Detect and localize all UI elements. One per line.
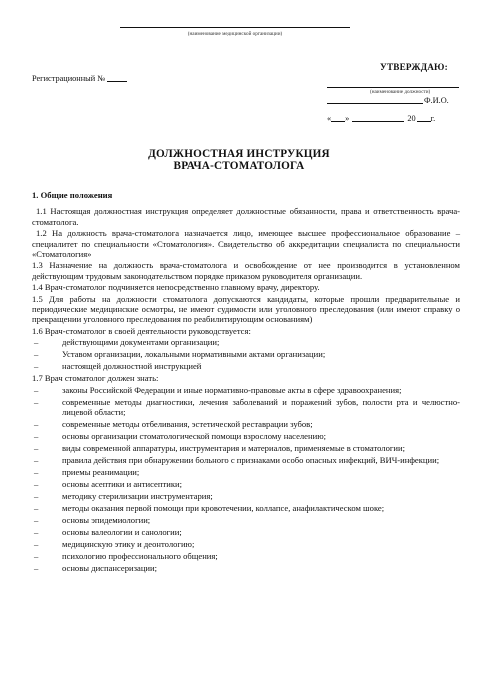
date-quote-open: « (327, 114, 332, 123)
list-item (32, 419, 460, 429)
list-item (32, 385, 460, 395)
list-item (32, 527, 460, 537)
list-item-text: действующими документами организации; (62, 337, 220, 348)
list-item-text: методику стерилизации инструментария; (62, 491, 213, 502)
bullet-dash: – (34, 551, 39, 562)
bullet-dash: – (34, 431, 39, 442)
list-item (32, 551, 460, 561)
list-item (32, 563, 460, 573)
list-item-text: основы валеологии и санологии; (62, 527, 182, 538)
organization-name-line (120, 27, 350, 28)
list-item-text: Уставом организации, локальными нормативными актами организации; (62, 349, 326, 360)
paragraph-1-2: 1.2 На должность врача-стоматолога назначается лицо, имеющее высшее профессиональное образование – специалитет по специальности «Стоматология». Свидетельство об аккредитации специалиста по специальности «Стоматология» (32, 228, 460, 260)
list-item-text: правила действия при обнаружении больного с признаками особо опасных инфекций, ВИЧ-инфекции; (62, 455, 440, 466)
paragraph-1-3: 1.3 Назначение на должность врача-стоматолога и освобождение от нее производится в установленном действующим трудовым законодательством порядке приказом руководителя организации. (32, 260, 460, 281)
bullet-dash: – (34, 515, 39, 526)
list-item (32, 361, 460, 371)
signature-blank (327, 103, 423, 104)
fio-label: Ф.И.О. (424, 96, 449, 105)
list-item-text: основы асептики и антисептики; (62, 479, 182, 490)
document-body (32, 190, 460, 575)
bullet-dash: – (34, 361, 39, 372)
list-item-text: законы Российской Федерации и иные нормативно-правовые акты в сфере здравоохранения; (62, 384, 402, 395)
list-item (32, 397, 460, 418)
section-heading: 1. Общие положения (32, 190, 113, 200)
list-item (32, 491, 460, 501)
document-title (0, 148, 478, 173)
paragraph-1-5: 1.5 Для работы на должности стоматолога допускаются кандидаты, которые прошли предварительные и периодические медицинские осмотры, не имеют судимости или уголовного преследования (или имеют справку о прекращении уголовного преследования по реабилитирующим основаниям) (32, 293, 460, 325)
year-blank (417, 121, 431, 122)
year-suffix: г. (430, 114, 436, 123)
list-item-text: настоящей должностной инструкцией (62, 361, 202, 372)
list-item-text: медицинскую этику и деонтологию; (62, 539, 195, 550)
list-item (32, 443, 460, 453)
bullet-dash: – (34, 539, 39, 550)
list-item-text: основы организации стоматологической помощи взрослому населению; (62, 431, 326, 442)
approve-heading: УТВЕРЖДАЮ: (380, 62, 448, 72)
list-item (32, 539, 460, 549)
list-item-text: основы диспансеризации; (62, 563, 158, 574)
bullet-dash: – (34, 491, 39, 502)
list-item (32, 479, 460, 489)
list-item (32, 349, 460, 359)
list-item (32, 503, 460, 513)
date-quote-close: » (345, 114, 350, 123)
bullet-dash: – (34, 467, 39, 478)
bullet-dash: – (34, 563, 39, 574)
bullet-dash: – (34, 527, 39, 538)
month-blank (352, 121, 404, 122)
position-line (327, 87, 459, 88)
list-item-text: приемы реанимации; (62, 467, 140, 478)
list-item (32, 455, 460, 465)
year-prefix: 20 (407, 114, 416, 123)
list-item-text: виды современной аппаратуры, инструментария и материалов, применяемые в стоматологии; (62, 443, 405, 454)
list-item-text: современные методы отбеливания, эстетической реставрации зубов; (62, 419, 313, 430)
approval-date (327, 114, 435, 124)
registration-label: Регистрационный № (32, 74, 106, 83)
list-item-text: методы оказания первой помощи при кровотечении, коллапсе, анафилактическом шоке; (62, 503, 385, 514)
bullet-dash: – (34, 384, 39, 395)
paragraph-1-7: 1.7 Врач стоматолог должен знать: (32, 373, 159, 384)
list-item-text: основы эпидемиологии; (62, 515, 151, 526)
paragraph-1-6: 1.6 Врач-стоматолог в своей деятельности руководствуется: (32, 325, 251, 336)
bullet-dash: – (34, 337, 39, 348)
paragraph-1-1: 1.1 Настоящая должностная инструкция определяет должностные обязанности, права и ответственность врача-стоматолога. (32, 206, 460, 227)
registration-blank (107, 81, 127, 82)
bullet-dash: – (34, 396, 39, 407)
title-line-1: ДОЛЖНОСТНАЯ ИНСТРУКЦИЯ (148, 148, 330, 160)
title-line-2: ВРАЧА-СТОМАТОЛОГА (173, 160, 305, 173)
list-item-text: современные методы диагностики, лечения заболеваний и поражений зубов, полости рта и челюстно-лицевой области; (62, 396, 460, 418)
position-caption: (наименование должности) (370, 89, 431, 95)
bullet-dash: – (34, 479, 39, 490)
organization-caption: (наименование медицинской организации) (187, 31, 283, 37)
list-item (32, 467, 460, 477)
bullet-dash: – (34, 503, 39, 514)
knowledge-list (32, 385, 460, 574)
bullet-dash: – (34, 455, 39, 466)
list-item (32, 337, 460, 347)
paragraph-1-4: 1.4 Врач-стоматолог подчиняется непосредственно главному врачу, директору. (32, 282, 320, 293)
list-item (32, 431, 460, 441)
list-item-text: психологию профессионального общения; (62, 551, 218, 562)
bullet-dash: – (34, 419, 39, 430)
bullet-dash: – (34, 349, 39, 360)
bullet-dash: – (34, 443, 39, 454)
day-blank (331, 121, 345, 122)
signature-fio (327, 96, 449, 106)
list-item (32, 515, 460, 525)
registration-number (32, 74, 127, 84)
guidance-list (32, 337, 460, 371)
